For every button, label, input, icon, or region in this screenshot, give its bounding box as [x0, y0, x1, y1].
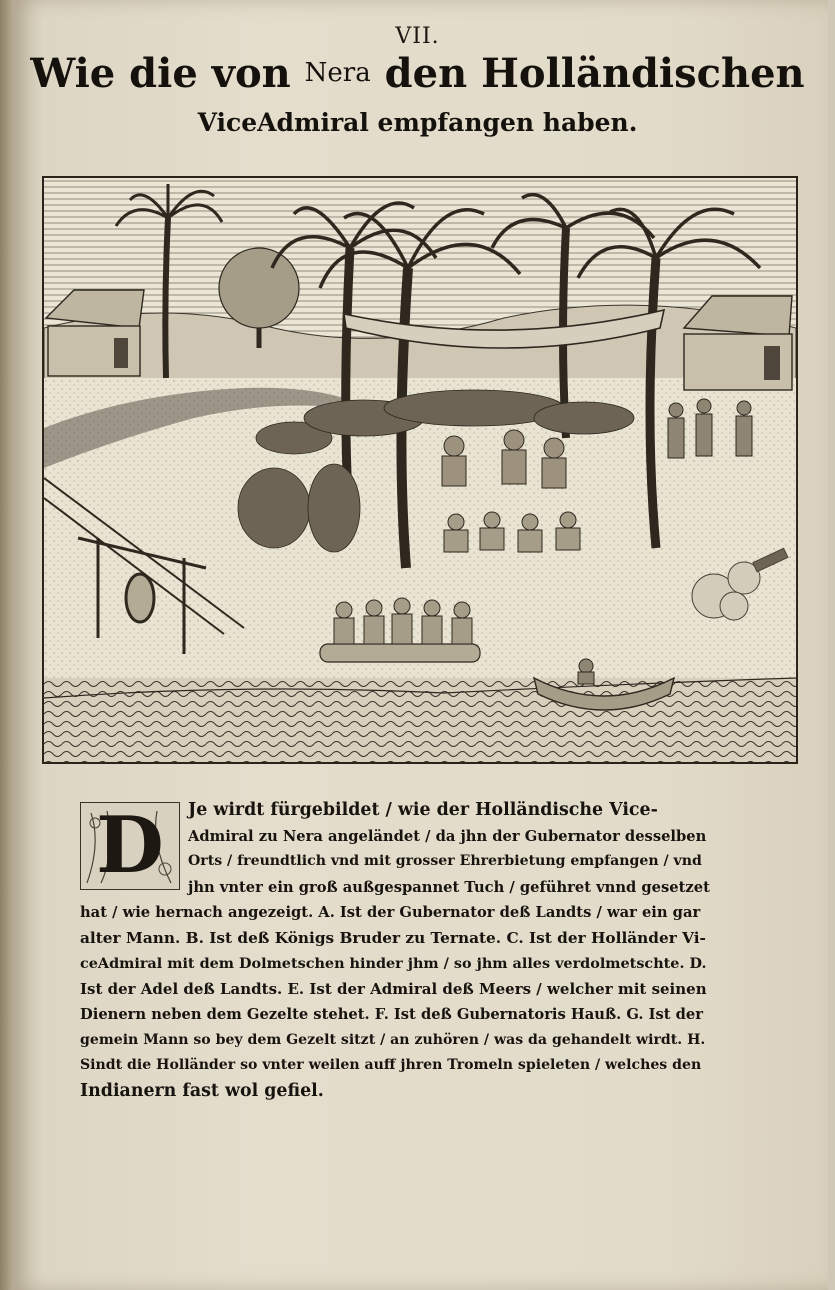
- left-hut: [46, 290, 144, 376]
- text-line: Indianern fast wol gefiel.: [80, 1080, 324, 1101]
- decorated-initial: [80, 802, 180, 890]
- title-part2: den Holländischen: [384, 50, 805, 97]
- engraving-scene: [44, 178, 796, 762]
- title-place: Nera: [304, 58, 371, 88]
- title-part1: Wie die von: [30, 50, 291, 97]
- dutch-drummers: [320, 598, 480, 662]
- text-line: Admiral zu Nera angeländet / da jhn der Gubernator desselben: [188, 827, 707, 845]
- text-line: Je wirdt fürgebildet / wie der Holländische Vice-: [188, 800, 658, 820]
- governor-house: [684, 296, 792, 390]
- description-text: [80, 798, 710, 1104]
- plate-number: VII.: [395, 24, 440, 49]
- text-line: Dienern neben dem Gezelte stehet. F. Ist deß Gubernatoris Hauß. G. Ist der: [80, 1006, 703, 1023]
- text-line: Orts / freundtlich vnd mit grosser Ehrerbietung empfangen / vnd: [188, 853, 702, 869]
- standing-attendants: [668, 399, 752, 458]
- text-line: alter Mann. B. Ist deß Königs Bruder zu Ternate. C. Ist der Holländer Vi-: [80, 928, 706, 947]
- initial-letter: D: [96, 800, 164, 891]
- text-line: jhn vnter ein groß außgespannet Tuch / geführet vnnd gesetzet: [188, 878, 710, 896]
- text-line: hat / wie hernach angezeigt. A. Ist der Gubernator deß Landts / war ein gar: [80, 904, 701, 921]
- engraving-illustration: [42, 176, 798, 764]
- page-subtitle: ViceAdmiral empfangen haben.: [197, 108, 638, 137]
- page-title: [0, 50, 835, 97]
- text-line: gemein Mann so bey dem Gezelt sitzt / an zuhören / was da gehandelt wirdt. H.: [80, 1031, 706, 1048]
- text-line: Ist der Adel deß Landts. E. Ist der Admiral deß Meers / welcher mit seinen: [80, 979, 707, 998]
- text-line: Sindt die Holländer so vnter weilen auff jhren Tromeln spieleten / welches den: [80, 1057, 702, 1073]
- text-line: ceAdmiral mit dem Dolmetschen hinder jhm / so jhm alles verdolmetschte. D.: [80, 955, 707, 972]
- book-spine: [0, 0, 14, 1290]
